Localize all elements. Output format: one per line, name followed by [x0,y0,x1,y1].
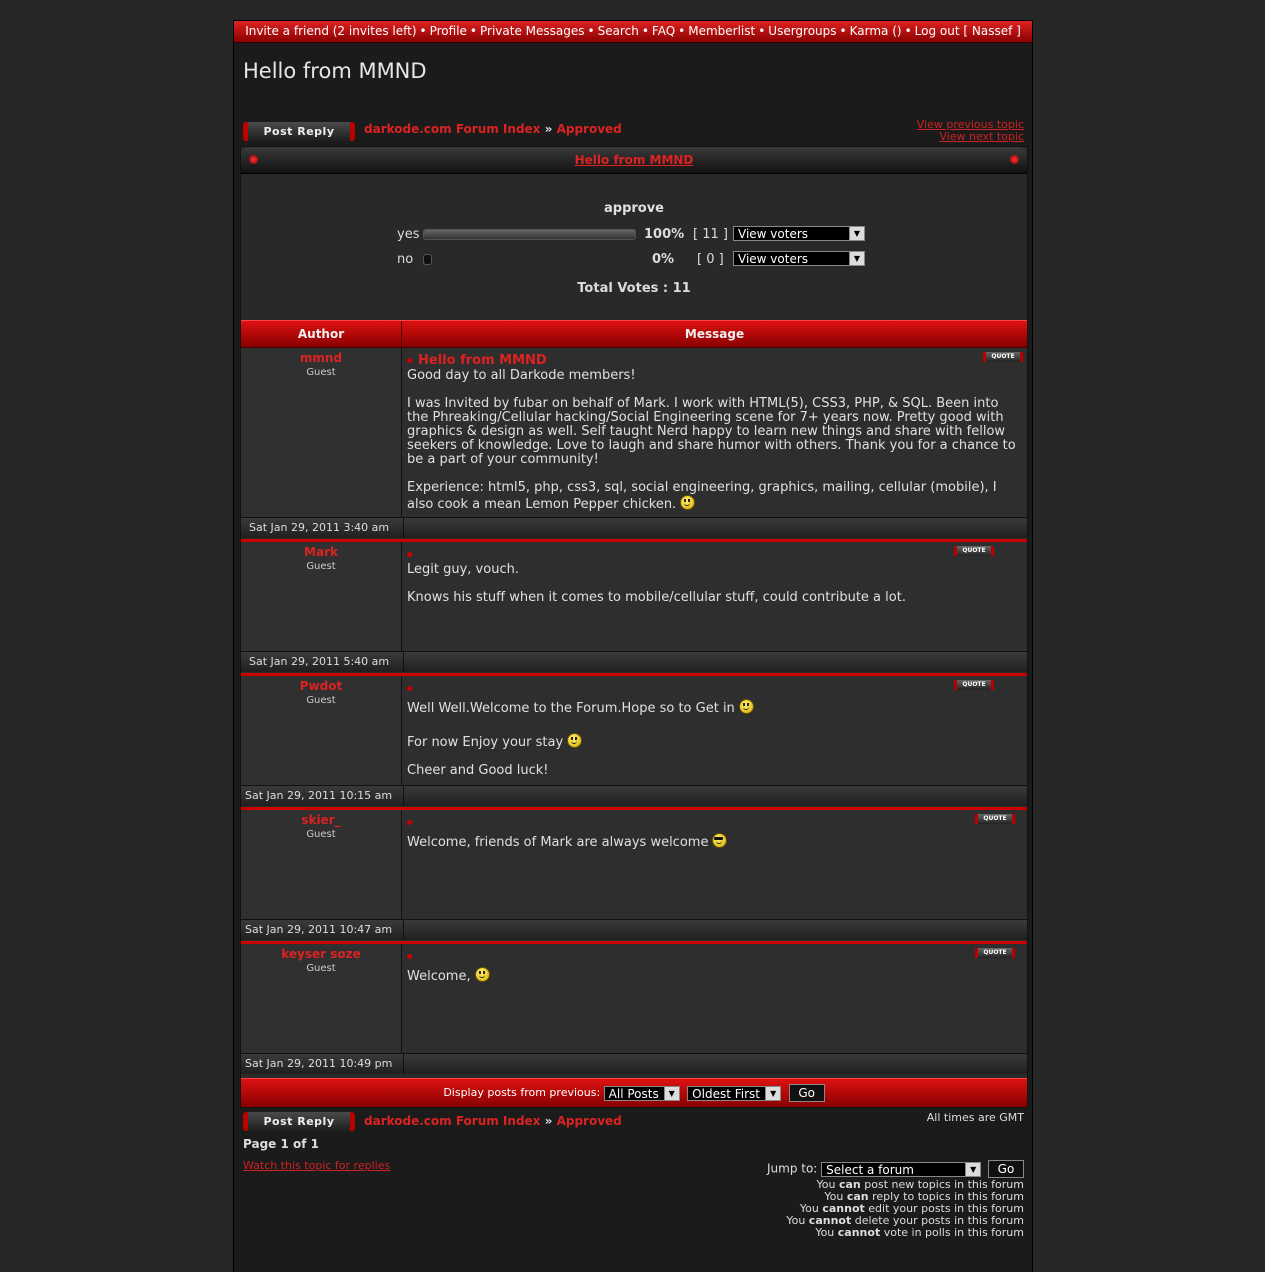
post-reply-button-bottom[interactable]: Post Reply [243,1112,355,1131]
post [241,810,1027,940]
watch-topic-wrapper [243,1158,390,1172]
red-dot-icon [249,155,258,164]
post-body [402,348,1027,518]
permission-pre: You [816,1178,839,1191]
nav-separator: • [419,24,427,38]
red-dot-icon [1010,155,1019,164]
post-date: Sat Jan 29, 2011 10:15 am [241,786,404,806]
page-indicator: Page 1 of 1 [243,1137,319,1151]
post-subject [407,950,1027,964]
forum-page [233,20,1033,1272]
nav-separator: • [469,24,477,38]
post-author [241,944,402,1054]
post-date: Sat Jan 29, 2011 10:49 pm [241,1054,404,1074]
post [241,542,1027,672]
display-label: Display posts from previous: [443,1086,601,1099]
watch-topic-link[interactable]: Watch this topic for replies [243,1159,391,1172]
jump-to-label: Jump to: [766,1161,818,1176]
chevron-down-icon: ▼ [664,1087,679,1100]
jump-to-select[interactable] [821,1162,981,1177]
profile-link[interactable]: Profile [429,24,467,38]
chevron-down-icon: ▼ [849,252,864,265]
view-voters-value: View voters [738,252,809,266]
poll [241,174,1027,320]
post-paragraph [407,481,1019,512]
private-messages-link[interactable]: Private Messages [480,24,585,38]
poll-total: Total Votes : 11 [577,281,691,296]
poll-count: [ 11 ] [693,227,728,242]
smiley-icon [475,967,490,982]
timezone-note: All times are GMT [926,1111,1024,1124]
breadcrumb-bottom [364,1114,622,1128]
breadcrumb-arrow: » [544,1114,553,1128]
post-paragraph-text: Experience: html5, php, css3, sql, social engineering, graphics, mailing, cellular (mobile), I also cook a mean Lemon Pepper chicken. [407,480,997,512]
post-paragraph-text: Welcome, [407,969,471,984]
permission-post: post new topics in this forum [860,1178,1024,1191]
post-bullet-icon [407,358,412,363]
memberlist-link[interactable]: Memberlist [688,24,756,38]
nav-separator: • [839,24,847,38]
topic-title: Hello from MMND [243,59,427,83]
sort-order-select[interactable] [687,1086,781,1101]
post [241,676,1027,806]
top-navigation [234,21,1032,43]
invite-link[interactable]: Invite a friend (2 invites left) [245,24,417,38]
sort-order-value: Oldest First [692,1086,760,1101]
table-header [241,320,1027,348]
permission-post: vote in polls in this forum [880,1226,1024,1239]
quote-button[interactable]: QUOTE [975,814,1015,824]
permission-pre: You [799,1202,823,1215]
post-footer [241,785,1027,806]
author-rank: Guest [306,829,336,840]
author-name[interactable]: Pwdot [299,679,343,693]
post-paragraph-text: For now Enjoy your stay [407,735,564,750]
post-subject [407,548,1027,562]
breadcrumb [364,122,622,136]
previous-topic-link[interactable]: View previous topic [916,118,1024,131]
author-name[interactable]: mmnd [299,351,343,365]
post-bullet-icon [407,954,412,959]
poll-percent: 0% [652,252,675,267]
permission-verb: cannot [837,1226,881,1239]
post-paragraph [407,833,1019,850]
smiley-icon [680,495,695,510]
post-bullet-icon [407,686,412,691]
cool-smiley-icon [712,833,727,848]
faq-link[interactable]: FAQ [651,24,676,38]
poll-count: [ 0 ] [697,252,724,267]
permissions-list [786,1179,1024,1239]
logout-link[interactable]: Log out [ Nassef ] [914,24,1021,38]
forum-index-link[interactable]: darkode.com Forum Index [364,1114,541,1128]
nav-separator: • [904,24,912,38]
poll-bar-fill [424,230,635,239]
nav-separator: • [678,24,686,38]
nav-separator: • [758,24,766,38]
panel-title-link[interactable]: Hello from MMND [574,153,694,167]
post-subject [407,354,1027,368]
usergroups-link[interactable]: Usergroups [768,24,837,38]
post-author [241,810,402,920]
post-subject-text: Hello from MMND [418,353,547,368]
quote-button[interactable]: QUOTE [954,546,994,556]
author-column-header: Author [241,321,402,347]
post-paragraph: Knows his stuff when it comes to mobile/cellular stuff, could contribute a lot. [407,590,906,605]
author-rank: Guest [306,695,336,706]
karma-link[interactable]: Karma () [849,24,902,38]
poll-question: approve [603,201,665,216]
post-paragraph: Legit guy, vouch. [407,562,519,577]
breadcrumb-arrow: » [544,122,553,136]
post-body [402,542,1027,652]
view-voters-select[interactable] [733,251,865,266]
author-name[interactable]: skier_ [301,813,341,827]
post-paragraph-text: Well Well.Welcome to the Forum.Hope so to Get in [407,701,735,716]
chevron-down-icon: ▼ [849,227,864,240]
permission-verb: can [838,1178,861,1191]
nav-separator: • [587,24,595,38]
approved-forum-link[interactable]: Approved [556,122,622,136]
jump-go-button[interactable]: Go [988,1160,1024,1178]
view-voters-select[interactable] [733,226,865,241]
permission-verb: cannot [808,1214,852,1227]
post-footer [241,1053,1027,1074]
smiley-icon [567,733,582,748]
post-date: Sat Jan 29, 2011 5:40 am [241,652,404,672]
post [241,944,1027,1074]
post-date: Sat Jan 29, 2011 10:47 am [241,920,404,940]
permission-pre: You [824,1190,847,1203]
search-link[interactable]: Search [597,24,639,38]
chevron-down-icon: ▼ [965,1163,980,1176]
post-paragraph [407,967,1019,984]
post-author [241,676,402,786]
chevron-down-icon: ▼ [765,1087,780,1100]
post-bullet-icon [407,552,412,557]
post-paragraph [407,699,1019,716]
post-text [407,833,1027,850]
jump-to-box [767,1160,1024,1178]
display-go-button[interactable]: Go [789,1084,825,1102]
display-options-bar [241,1078,1027,1107]
poll-bar-track [423,254,432,265]
permission-post: delete your posts in this forum [851,1214,1024,1227]
permission-pre: You [815,1226,838,1239]
post-text [407,967,1027,984]
post-footer [241,517,1027,538]
poll-option-label: yes [397,227,420,242]
post-text [407,369,1027,512]
post-range-value: All Posts [608,1086,659,1101]
poll-percent: 100% [644,227,685,242]
post-author [241,542,402,652]
permission-line [786,1227,1024,1239]
topic-navigation [917,119,1024,143]
permission-verb: cannot [822,1202,865,1215]
post-footer [241,919,1027,940]
permission-post: reply to topics in this forum [868,1190,1024,1203]
permission-post: edit your posts in this forum [864,1202,1024,1215]
author-rank: Guest [306,561,336,572]
approved-forum-link[interactable]: Approved [556,1114,622,1128]
post-body [402,810,1027,920]
post-text [407,563,1027,605]
author-name[interactable]: keyser soze [281,947,361,961]
quote-button[interactable]: QUOTE [983,352,1023,362]
post-reply-button[interactable]: Post Reply [243,122,355,141]
post-paragraph: Good day to all Darkode members! [407,368,636,383]
post-paragraph: Cheer and Good luck! [407,763,549,778]
post-footer [241,651,1027,672]
panel-header [241,147,1027,174]
post-text [407,699,1027,778]
post-subject [407,816,1027,830]
post [241,348,1027,538]
poll-bar-track [423,229,636,240]
author-rank: Guest [306,367,336,378]
forum-index-link[interactable]: darkode.com Forum Index [364,122,541,136]
smiley-icon [739,699,754,714]
quote-button[interactable]: QUOTE [975,948,1015,958]
view-voters-value: View voters [738,227,809,241]
author-name[interactable]: Mark [304,545,338,559]
permission-pre: You [786,1214,809,1227]
jump-to-value: Select a forum [826,1162,914,1177]
post-date: Sat Jan 29, 2011 3:40 am [241,518,404,538]
post-range-select[interactable] [604,1086,680,1101]
permission-verb: can [846,1190,869,1203]
poll-option-label: no [397,252,414,267]
post-paragraph-text: Welcome, friends of Mark are always welcome [407,835,709,850]
nav-separator: • [641,24,649,38]
topic-panel [240,146,1028,1108]
next-topic-link[interactable]: View next topic [939,130,1024,143]
author-rank: Guest [306,963,336,974]
message-column-header: Message [684,327,745,341]
quote-button[interactable]: QUOTE [954,680,994,690]
post-bullet-icon [407,820,412,825]
post-body [402,676,1027,786]
post-body [402,944,1027,1054]
post-paragraph: I was Invited by fubar on behalf of Mark. I work with HTML(5), CSS3, PHP, & SQL. Been into the Phreaking/Cellular hacking/Social Engineering scene for 7+ years now. Pretty good with graphics & design as well. Self taught Nerd happy to learn new things and share with fellow seekers of knowledge. Love to laugh and share humor with others. Thank you for a chance to be a part of your community! [407,396,1016,467]
post-subject [407,682,1027,696]
post-author [241,348,402,518]
post-paragraph [407,733,1019,750]
